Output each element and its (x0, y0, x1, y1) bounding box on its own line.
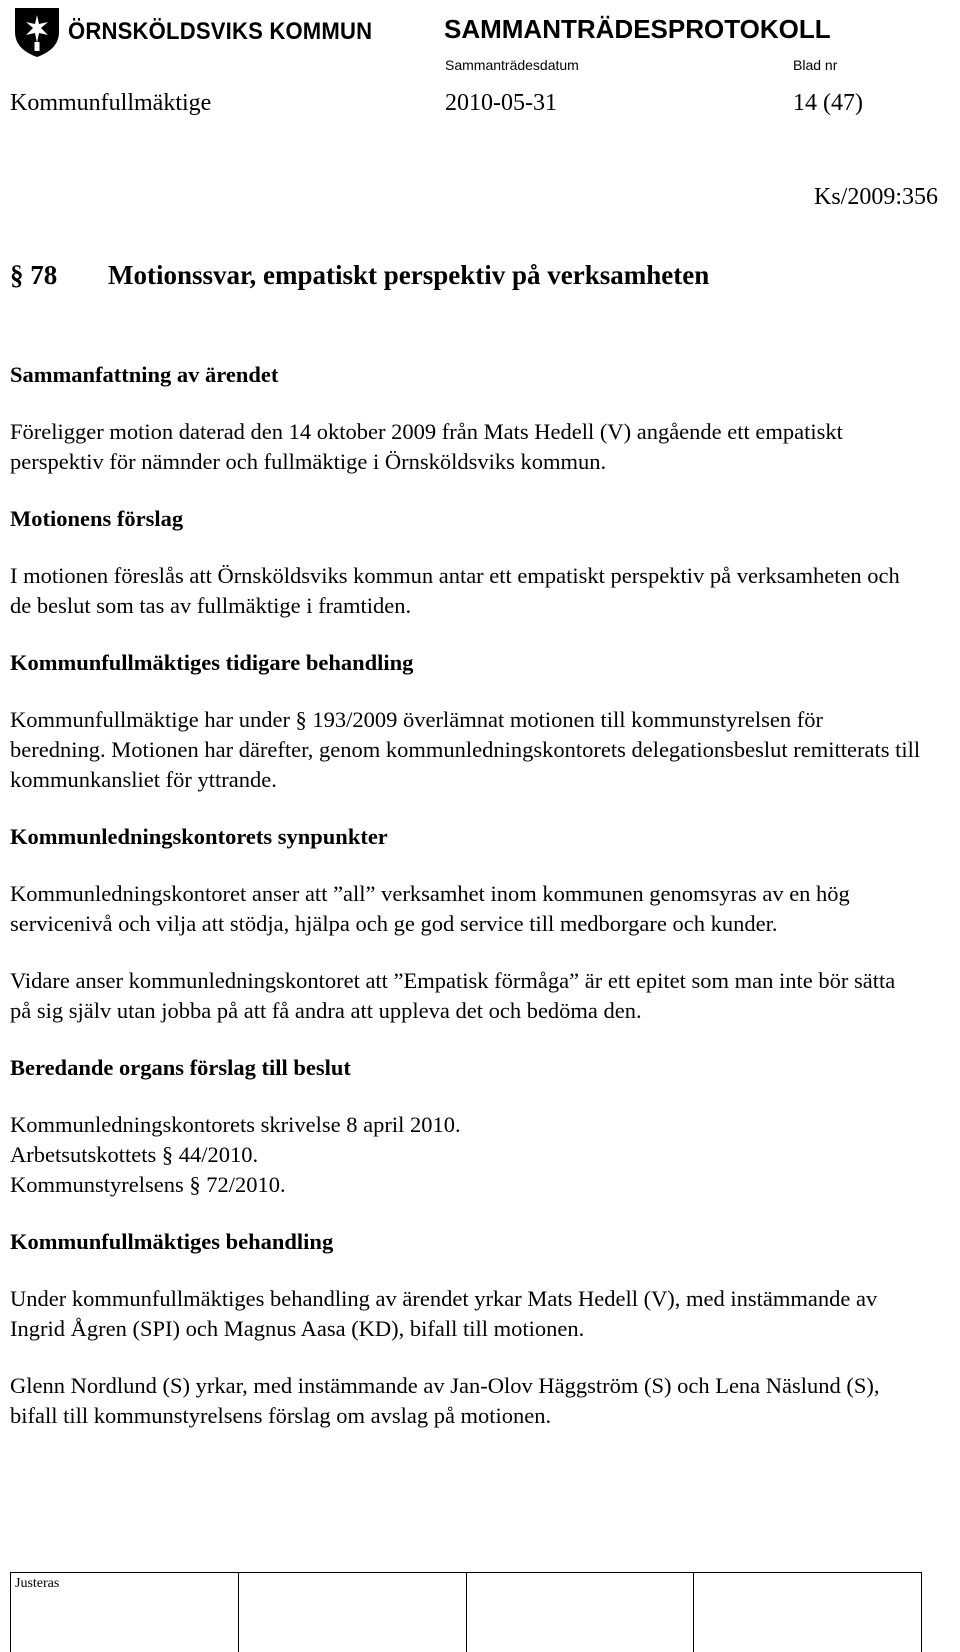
council-text-1: Under kommunfullmäktiges behandling av ärendet yrkar Mats Hedell (V), med instämmande av Ingrid Ågren (SPI) och Magnus Aasa (KD), bifall till motionen. (10, 1286, 878, 1341)
justeras-label: Justeras (15, 1576, 60, 1591)
section-heading-proposal: Motionens förslag (10, 506, 184, 531)
signature-cell (11, 1573, 239, 1652)
municipal-crest-icon (12, 6, 62, 58)
document-type: SAMMANTRÄDESPROTOKOLL (444, 14, 831, 44)
governing-body: Kommunfullmäktige (10, 90, 212, 116)
section-heading-previous: Kommunfullmäktiges tidigare behandling (10, 650, 414, 675)
signature-cell (239, 1573, 467, 1652)
org-name: ÖRNSKÖLDSVIKS KOMMUN (68, 18, 373, 45)
signature-cell (694, 1573, 921, 1652)
preparatory-line: Kommunledningskontorets skrivelse 8 april 2010. (10, 1112, 461, 1137)
preparatory-line: Kommunstyrelsens § 72/2010. (10, 1172, 286, 1197)
paragraph-title: Motionssvar, empatiskt perspektiv på verksamheten (108, 260, 710, 290)
preparatory-line: Arbetsutskottets § 44/2010. (10, 1142, 259, 1167)
signature-table (10, 1572, 922, 1652)
section-heading-council: Kommunfullmäktiges behandling (10, 1229, 334, 1254)
meeting-date-label: Sammanträdesdatum (445, 57, 579, 73)
viewpoints-text-2: Vidare anser kommunledningskontoret att ”Empatisk förmåga” är ett epitet som man inte bör sätta på sig själv utan jobba på att få andra att uppleva det och bedöma den. (10, 968, 896, 1023)
org-logo (12, 6, 399, 58)
section-heading-summary: Sammanfattning av ärendet (10, 362, 279, 387)
page-number: 14 (47) (793, 90, 863, 116)
case-number: Ks/2009:356 (813, 184, 938, 210)
viewpoints-text-1: Kommunledningskontoret anser att ”all” verksamhet inom kommunen genomsyras av en hög servicenivå och vilja att stödja, hjälpa och ge god service till medborgare och kunder. (10, 881, 850, 936)
paragraph-heading (10, 260, 709, 291)
section-heading-preparatory: Beredande organs förslag till beslut (10, 1055, 351, 1080)
paragraph-number: § 78 (10, 260, 58, 290)
previous-text: Kommunfullmäktige har under § 193/2009 överlämnat motionen till kommunstyrelsen för beredning. Motionen har därefter, genom kommunledningskontorets delegationsbeslut remitterats till kommunkansliet för yttrande. (10, 707, 921, 792)
document-body (10, 360, 922, 1458)
section-heading-viewpoints: Kommunledningskontorets synpunkter (10, 824, 388, 849)
proposal-text: I motionen föreslås att Örnsköldsviks kommun antar ett empatiskt perspektiv på verksamheten och de beslut som tas av fullmäktige i framtiden. (10, 563, 900, 618)
signature-cell (467, 1573, 695, 1652)
page-number-label: Blad nr (793, 57, 838, 73)
council-text-2: Glenn Nordlund (S) yrkar, med instämmande av Jan-Olov Häggström (S) och Lena Näslund (S), bifall till kommunstyrelsens förslag om avslag på motionen. (10, 1373, 880, 1428)
summary-text: Föreligger motion daterad den 14 oktober 2009 från Mats Hedell (V) angående ett empatiskt perspektiv för nämnder och fullmäktige i Örnsköldsviks kommun. (10, 419, 843, 474)
meeting-date: 2010-05-31 (445, 90, 557, 116)
